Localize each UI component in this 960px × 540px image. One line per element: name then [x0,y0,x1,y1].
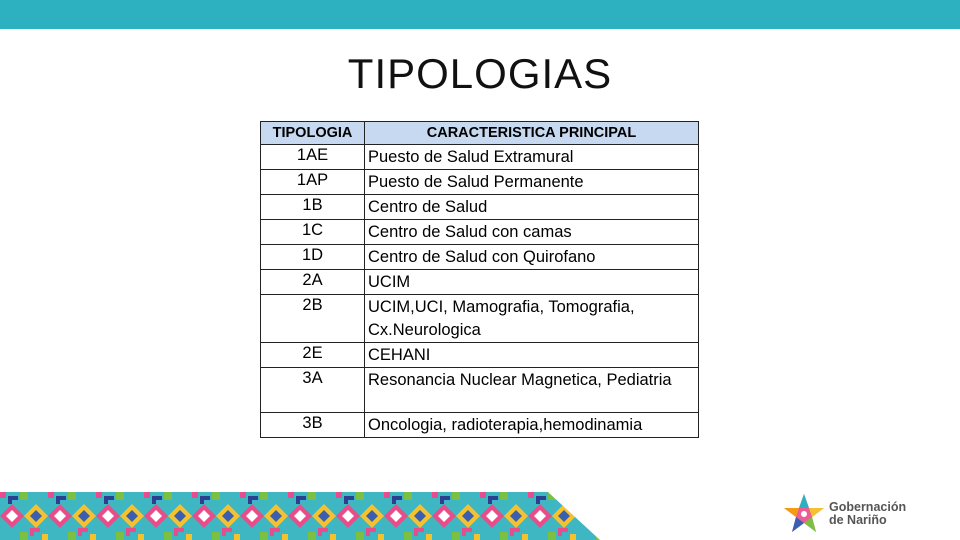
row-description: Puesto de Salud Extramural [365,145,699,170]
table-row [261,295,699,343]
row-description: Oncologia, radioterapia,hemodinamia [365,413,699,438]
table-row [261,413,699,438]
logo-line-1: Gobernación [829,500,907,514]
row-code: 1C [261,220,365,245]
row-description: CEHANI [365,343,699,368]
logo-line-2: de Nariño [829,513,887,527]
row-code: 1AP [261,170,365,195]
table-row [261,145,699,170]
row-code: 1AE [261,145,365,170]
header-tipologia: TIPOLOGIA [261,122,365,145]
table-row [261,270,699,295]
table-row [261,220,699,245]
slide-title: TIPOLOGIAS [347,50,613,97]
table-row [261,195,699,220]
row-code: 2B [261,295,365,343]
row-code: 3A [261,368,365,413]
row-description: UCIM,UCI, Mamografia, Tomografia, Cx.Neurologica [365,295,699,343]
row-code: 3B [261,413,365,438]
table-row [261,170,699,195]
row-description: UCIM [365,270,699,295]
table-header-row [261,122,699,145]
logo-wordmark [829,501,906,527]
row-description: Centro de Salud con camas [365,220,699,245]
typology-table [260,121,699,438]
row-description: Puesto de Salud Permanente [365,170,699,195]
table-row [261,245,699,270]
woven-pattern-band [0,492,600,540]
row-code: 1D [261,245,365,270]
row-code: 2E [261,343,365,368]
row-description: Centro de Salud con Quirofano [365,245,699,270]
row-code: 1B [261,195,365,220]
top-accent-bar [0,0,960,29]
row-code: 2A [261,270,365,295]
table-row [261,368,699,413]
table-row [261,343,699,368]
row-description: Centro de Salud [365,195,699,220]
row-description: Resonancia Nuclear Magnetica, Pediatria [365,368,699,413]
header-caracteristica: CARACTERISTICA PRINCIPAL [365,122,699,145]
